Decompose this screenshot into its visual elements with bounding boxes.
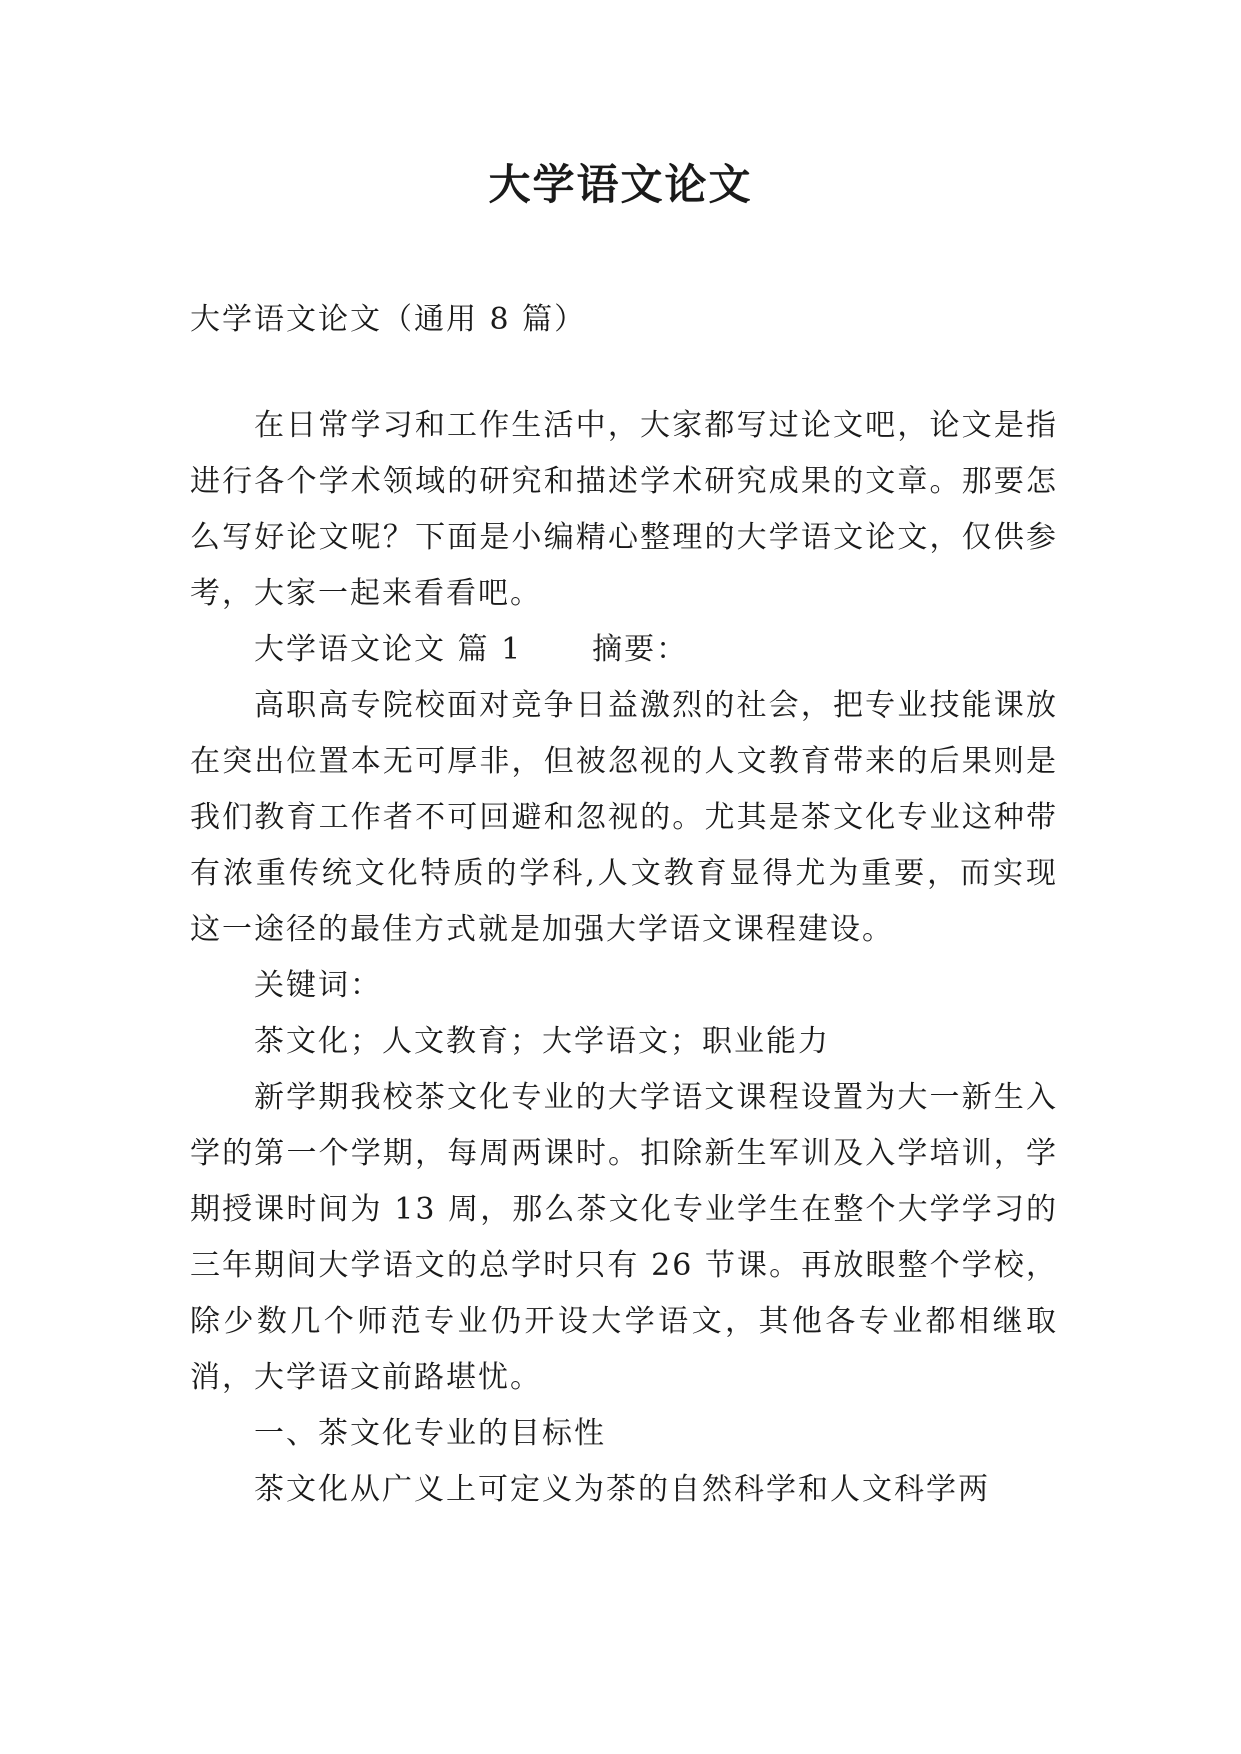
keywords-paragraph: 茶文化；人文教育；大学语文；职业能力 xyxy=(254,1024,830,1059)
semester-paragraph: 新学期我校茶文化专业的大学语文课程设置为大一新生入学的第一个学期，每周两课时。扣除新生军训及入学培训，学期授课时间为 13 周，那么茶文化专业学生在整个大学学习的三年期间大学语文的总学时只有 26 节课。再放眼整个学校，除少数几个师范专业仍开设大学语文，其他各专业都相继取消，大学语文前路堪忧。 xyxy=(190,1080,1058,1395)
document-subtitle: 大学语文论文（通用 8 篇） xyxy=(190,302,587,337)
section-1-heading: 大学语文论文 篇 1 xyxy=(254,632,523,667)
section-heading-tea-culture: 一、茶文化专业的目标性 xyxy=(254,1416,606,1451)
keywords-label: 关键词： xyxy=(254,968,382,1003)
document-title: 大学语文论文 xyxy=(488,160,753,209)
tea-culture-paragraph: 茶文化从广义上可定义为茶的自然科学和人文科学两 xyxy=(254,1472,990,1507)
abstract-paragraph: 高职高专院校面对竞争日益激烈的社会，把专业技能课放在突出位置本无可厚非，但被忽视的人文教育带来的后果则是我们教育工作者不可回避和忽视的。尤其是茶文化专业这种带有浓重传统文化特质的学科,人文教育显得尤为重要，而实现这一途径的最佳方式就是加强大学语文课程建设。 xyxy=(190,688,1058,947)
document-body xyxy=(190,292,1058,1518)
abstract-label: 摘要： xyxy=(592,632,689,667)
section-heading-line xyxy=(190,622,1058,678)
intro-paragraph: 在日常学习和工作生活中，大家都写过论文吧，论文是指进行各个学术领域的研究和描述学术研究成果的文章。那要怎么写好论文呢？下面是小编精心整理的大学语文论文，仅供参考，大家一起来看看吧。 xyxy=(190,408,1058,611)
